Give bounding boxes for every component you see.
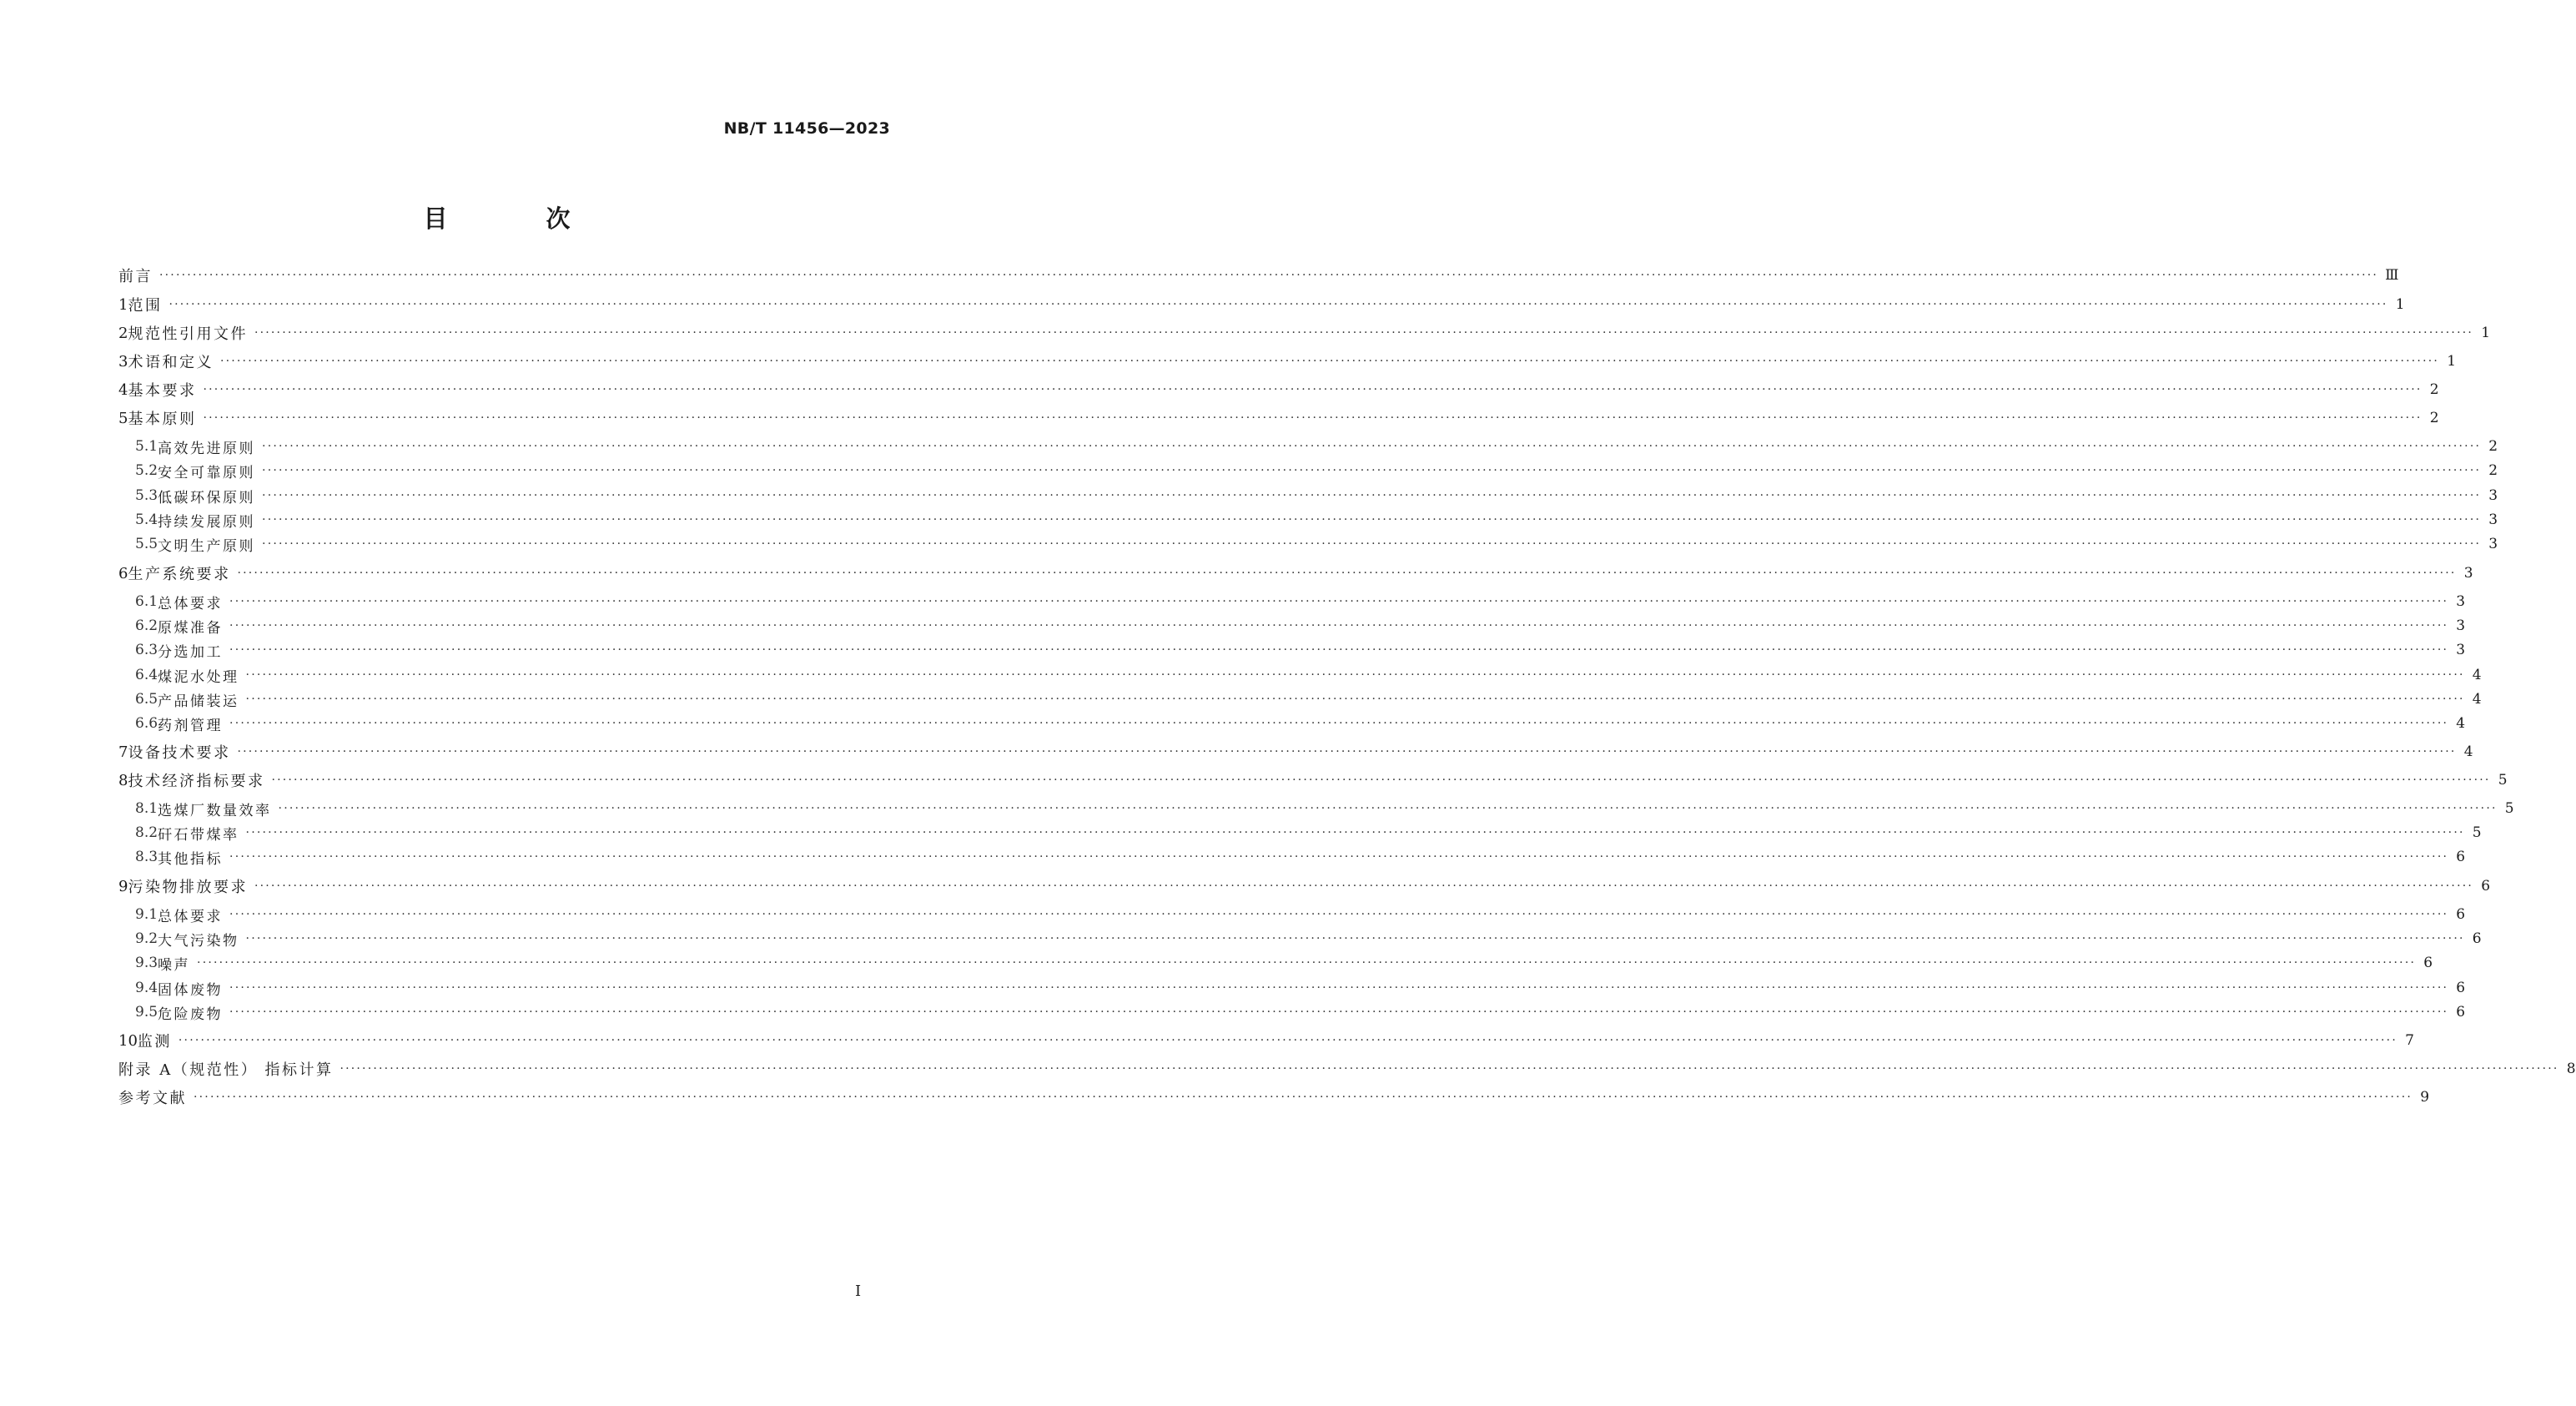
toc-entry-label: 设备技术要求 xyxy=(128,744,231,762)
toc-entry-label: 监测 xyxy=(137,1033,172,1051)
toc-entry-page: 1 xyxy=(2481,325,2491,341)
toc-entry-page: 6 xyxy=(2456,1004,2466,1020)
toc-entry[interactable] xyxy=(118,264,2399,287)
toc-entry[interactable] xyxy=(135,590,2466,613)
toc-leader-dots: ················································································································································································································································································································································································································ xyxy=(178,1034,2397,1047)
toc-entry[interactable] xyxy=(135,532,2498,556)
toc-entry-page: 4 xyxy=(2463,743,2473,760)
toc-entry-page: 3 xyxy=(2463,565,2473,582)
toc-leader-dots: ················································································································································································································································································································································································································ xyxy=(229,595,2449,608)
toc-entry-label: 原煤准备 xyxy=(158,619,224,637)
toc-entry-number: 9 xyxy=(118,877,128,895)
toc-entry-page: 4 xyxy=(2472,691,2482,708)
toc-entry-label: 参考文献 xyxy=(118,1090,187,1107)
toc-entry-label: 污染物排放要求 xyxy=(128,879,248,896)
toc-entry-page: 4 xyxy=(2456,715,2466,732)
toc-leader-dots: ················································································································································································································································································································································································································ xyxy=(203,411,2423,425)
toc-entry-number: 5.1 xyxy=(135,438,158,455)
toc-entry-page: 5 xyxy=(2504,800,2514,817)
toc-leader-dots: ················································································································································································································································································································································································································ xyxy=(262,464,2482,477)
toc-entry-page: 4 xyxy=(2472,667,2482,683)
toc-entry-label: 安全可靠原则 xyxy=(158,464,256,481)
toc-entry-number: 8.1 xyxy=(135,800,158,817)
toc-leader-dots: ················································································································································································································································································································································································································ xyxy=(229,717,2449,730)
toc-entry-page: 3 xyxy=(2456,617,2466,634)
toc-entry-number: 5.4 xyxy=(135,512,158,528)
toc-entry-page: 1 xyxy=(2395,296,2405,313)
toc-entry-label: 选煤厂数量效率 xyxy=(158,802,272,819)
toc-entry-page: 3 xyxy=(2456,642,2466,658)
toc-entry-number: 4 xyxy=(118,380,128,399)
toc-entry[interactable] xyxy=(135,484,2498,507)
toc-entry-label: 危险废物 xyxy=(158,1005,224,1023)
toc-entry-label: 分选加工 xyxy=(158,643,224,661)
toc-entry-number: 8 xyxy=(118,771,128,789)
toc-leader-dots: ················································································································································································································································································································································································································ xyxy=(229,643,2449,657)
toc-entry-label: 基本原则 xyxy=(128,411,197,428)
toc-entry-number: 8.2 xyxy=(135,824,158,841)
toc-entry-number: 10 xyxy=(118,1031,138,1050)
toc-entry[interactable] xyxy=(135,638,2466,662)
toc-entry[interactable] xyxy=(118,293,2405,316)
toc-leader-dots: ················································································································································································································································································································································································································ xyxy=(237,745,2457,758)
toc-entry[interactable] xyxy=(118,406,2439,430)
toc-entry-page: 6 xyxy=(2456,906,2466,923)
toc-entry-label: 前言 xyxy=(118,268,153,285)
toc-entry-label: 范围 xyxy=(128,297,163,315)
toc-entry-number: 2 xyxy=(118,324,128,342)
standard-code: NB/T 11456—2023 xyxy=(723,119,890,138)
toc-entry[interactable] xyxy=(135,663,2482,687)
toc-entry-page: Ⅲ xyxy=(2385,267,2399,284)
toc-entry[interactable] xyxy=(135,797,2514,820)
toc-entry-label: 持续发展原则 xyxy=(158,513,256,531)
toc-entry-label: 附录 A（规范性） 指标计算 xyxy=(118,1061,334,1079)
toc-entry[interactable] xyxy=(135,951,2433,975)
toc-entry-number: 9.1 xyxy=(135,906,158,923)
toc-entry[interactable] xyxy=(135,845,2466,869)
toc-leader-dots: ················································································································································································································································································································································································································ xyxy=(169,298,2388,311)
toc-leader-dots: ················································································································································································································································································································································································································ xyxy=(197,956,2417,970)
toc-entry[interactable] xyxy=(135,688,2482,711)
toc-entry-page: 2 xyxy=(2429,381,2439,398)
toc-leader-dots: ················································································································································································································································································································································································································ xyxy=(229,1005,2449,1019)
toc-entry-number: 6 xyxy=(118,564,128,582)
toc-entry-number: 5.5 xyxy=(135,536,158,552)
toc-entry[interactable] xyxy=(118,1029,2414,1052)
toc-entry-number: 9.4 xyxy=(135,980,158,996)
toc-entry[interactable] xyxy=(118,562,2473,585)
toc-entry-label: 固体废物 xyxy=(158,981,224,999)
toc-entry-page: 3 xyxy=(2488,512,2498,528)
toc-leader-dots: ················································································································································································································································································································································································································ xyxy=(245,668,2465,682)
toc-entry[interactable] xyxy=(135,927,2482,950)
toc-leader-dots: ················································································································································································································································································································································································································ xyxy=(203,383,2423,396)
toc-entry-number: 9.5 xyxy=(135,1004,158,1020)
toc-entry-label: 噪声 xyxy=(158,956,191,974)
toc-leader-dots: ················································································································································································································································································································································································································ xyxy=(219,355,2440,368)
toc-entry[interactable] xyxy=(118,874,2491,898)
toc-leader-dots: ················································································································································································································································································································································································································ xyxy=(229,908,2449,921)
toc-entry-label: 基本要求 xyxy=(128,382,197,400)
toc-entry[interactable] xyxy=(118,378,2439,401)
toc-leader-dots: ················································································································································································································································································································································································································ xyxy=(159,269,2379,282)
toc-entry-number: 8.3 xyxy=(135,849,158,865)
toc-entry-page: 3 xyxy=(2456,593,2466,610)
toc-leader-dots: ················································································································································································································································································································································································································ xyxy=(262,537,2482,551)
toc-entry-number: 5.2 xyxy=(135,462,158,479)
toc-entry-label: 大气污染物 xyxy=(158,932,239,950)
toc-entry-label: 药剂管理 xyxy=(158,717,224,734)
toc-entry-number: 3 xyxy=(118,352,128,370)
toc-entry-page: 6 xyxy=(2456,849,2466,865)
toc-entry-number: 6.6 xyxy=(135,715,158,732)
toc-entry-page: 1 xyxy=(2447,353,2457,370)
toc-leader-dots: ················································································································································································································································································································································································································ xyxy=(340,1062,2559,1076)
toc-entry[interactable] xyxy=(135,821,2482,844)
toc-entry-number: 6.1 xyxy=(135,593,158,610)
toc-leader-dots: ················································································································································································································································································································································································································ xyxy=(229,619,2449,632)
toc-entry-number: 9.2 xyxy=(135,930,158,947)
toc-entry[interactable] xyxy=(118,321,2491,345)
toc-entry-page: 9 xyxy=(2420,1089,2430,1106)
toc-entry-number: 9.3 xyxy=(135,955,158,971)
toc-entry-label: 文明生产原则 xyxy=(158,537,256,555)
toc-entry-page: 5 xyxy=(2498,772,2508,789)
toc-entry-label: 规范性引用文件 xyxy=(128,325,248,343)
toc-entry-number: 7 xyxy=(118,743,128,761)
toc-entry-number: 6.2 xyxy=(135,617,158,634)
toc-leader-dots: ················································································································································································································································································································································································································ xyxy=(271,774,2491,787)
page-title: 目 次 xyxy=(423,204,616,233)
toc-entry-page: 6 xyxy=(2481,878,2491,894)
toc-entry-number: 6.4 xyxy=(135,667,158,683)
toc-entry[interactable] xyxy=(118,350,2457,373)
toc-entry-label: 煤泥水处理 xyxy=(158,668,239,686)
toc-entry-label: 总体要求 xyxy=(158,595,224,612)
toc-entry[interactable] xyxy=(118,740,2473,763)
toc-entry-number: 1 xyxy=(118,295,128,314)
toc-entry-label: 高效先进原则 xyxy=(158,440,256,457)
toc-leader-dots: ················································································································································································································································································································································································································ xyxy=(278,802,2498,815)
toc-entry-number: 6.3 xyxy=(135,642,158,658)
toc-entry-label: 矸石带煤率 xyxy=(158,826,239,844)
toc-leader-dots: ················································································································································································································································································································································································································ xyxy=(254,326,2474,340)
toc-entry-page: 6 xyxy=(2423,955,2433,971)
toc-entry[interactable] xyxy=(135,976,2466,1000)
toc-leader-dots: ················································································································································································································································································································································································································ xyxy=(262,513,2482,527)
toc-entry[interactable] xyxy=(135,508,2498,532)
toc-entry-page: 5 xyxy=(2472,824,2482,841)
toc-entry[interactable] xyxy=(118,1057,2576,1081)
toc-entry-label: 低碳环保原则 xyxy=(158,489,256,506)
toc-entry[interactable] xyxy=(118,1086,2430,1109)
toc-leader-dots: ················································································································································································································································································································································································································ xyxy=(245,826,2465,839)
toc-leader-dots: ················································································································································································································································································································································································································ xyxy=(245,693,2465,706)
toc-leader-dots: ················································································································································································································································································································································································································ xyxy=(262,440,2482,453)
toc-entry-number: 5 xyxy=(118,409,128,427)
toc-leader-dots: ················································································································································································································································································································································································································ xyxy=(262,489,2482,502)
toc-entry[interactable] xyxy=(135,1000,2466,1024)
toc-entry-page: 3 xyxy=(2488,487,2498,504)
toc-leader-dots: ················································································································································································································································································································································································································ xyxy=(254,879,2474,893)
toc-leader-dots: ················································································································································································································································································································································································································ xyxy=(229,850,2449,864)
toc-leader-dots: ················································································································································································································································································································································································································ xyxy=(194,1091,2413,1104)
toc-entry-page: 8 xyxy=(2566,1061,2576,1077)
toc-entry-label: 生产系统要求 xyxy=(128,566,231,583)
toc-entry-label: 其他指标 xyxy=(158,850,224,868)
toc-entry[interactable] xyxy=(135,614,2466,637)
toc-entry-page: 6 xyxy=(2456,980,2466,996)
toc-leader-dots: ················································································································································································································································································································································································································ xyxy=(237,567,2457,580)
toc-entry[interactable] xyxy=(135,712,2466,735)
toc-entry-page: 7 xyxy=(2405,1032,2414,1049)
toc-entry[interactable] xyxy=(135,435,2498,458)
toc-entry[interactable] xyxy=(135,903,2466,926)
toc-entry-page: 3 xyxy=(2488,536,2498,552)
toc-entry-label: 总体要求 xyxy=(158,908,224,925)
toc-entry[interactable] xyxy=(135,459,2498,482)
toc-entry-number: 5.3 xyxy=(135,487,158,504)
toc-entry-page: 2 xyxy=(2488,462,2498,479)
toc-entry[interactable] xyxy=(118,769,2508,792)
toc-entry-page: 6 xyxy=(2472,930,2482,947)
toc-entry-label: 术语和定义 xyxy=(128,354,214,371)
page-number: I xyxy=(855,1283,862,1300)
toc-entry-number: 6.5 xyxy=(135,691,158,708)
toc-entry-page: 2 xyxy=(2429,410,2439,426)
toc-leader-dots: ················································································································································································································································································································································································································ xyxy=(245,932,2465,945)
toc-entry-label: 技术经济指标要求 xyxy=(128,773,265,790)
toc-entry-page: 2 xyxy=(2488,438,2498,455)
toc-entry-label: 产品储装运 xyxy=(158,693,239,710)
toc-leader-dots: ················································································································································································································································································································································································································ xyxy=(229,981,2449,995)
